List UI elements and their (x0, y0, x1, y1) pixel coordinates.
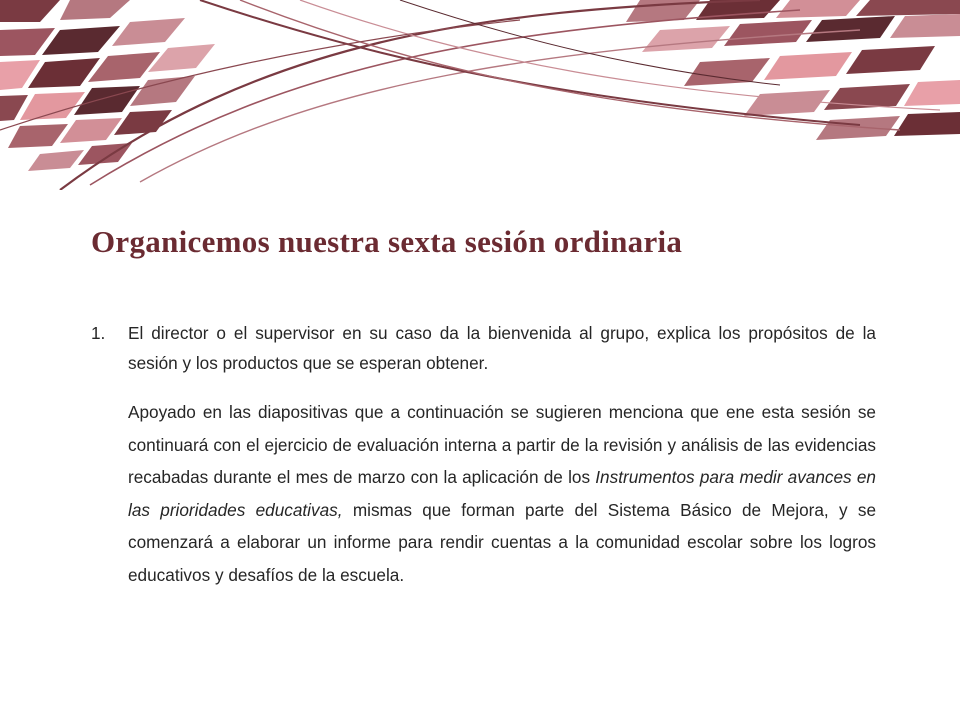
step-text: El director o el supervisor en su caso da la bienvenida al grupo, explica los propósitos de la sesión y los productos que se esperan obtener. (128, 323, 876, 373)
paragraph-emphasis: Instrumentos para medir avances en las prioridades educativas, (128, 467, 876, 520)
decorative-banner (0, 0, 960, 190)
paragraph-text-after: mismas que forman parte del Sistema Básico de Mejora, y se comenzará a elaborar un informe para rendir cuentas a la comunidad escolar sobre los logros educativos y desafíos de la escuela. (128, 499, 877, 585)
paragraph-text-before: Apoyado en las diapositivas que a continuación se sugieren menciona que ene esta sesión se continuará con el ejercicio de evaluación interna a partir de la revisión y análisis de las evidencias recabadas durante el mes de marzo con la aplicación de los (128, 402, 876, 487)
step-number: 1. (91, 323, 106, 343)
body-paragraph (128, 396, 876, 591)
slide-title: Organicemos nuestra sexta sesión ordinaria (91, 224, 683, 259)
numbered-step (91, 318, 876, 378)
